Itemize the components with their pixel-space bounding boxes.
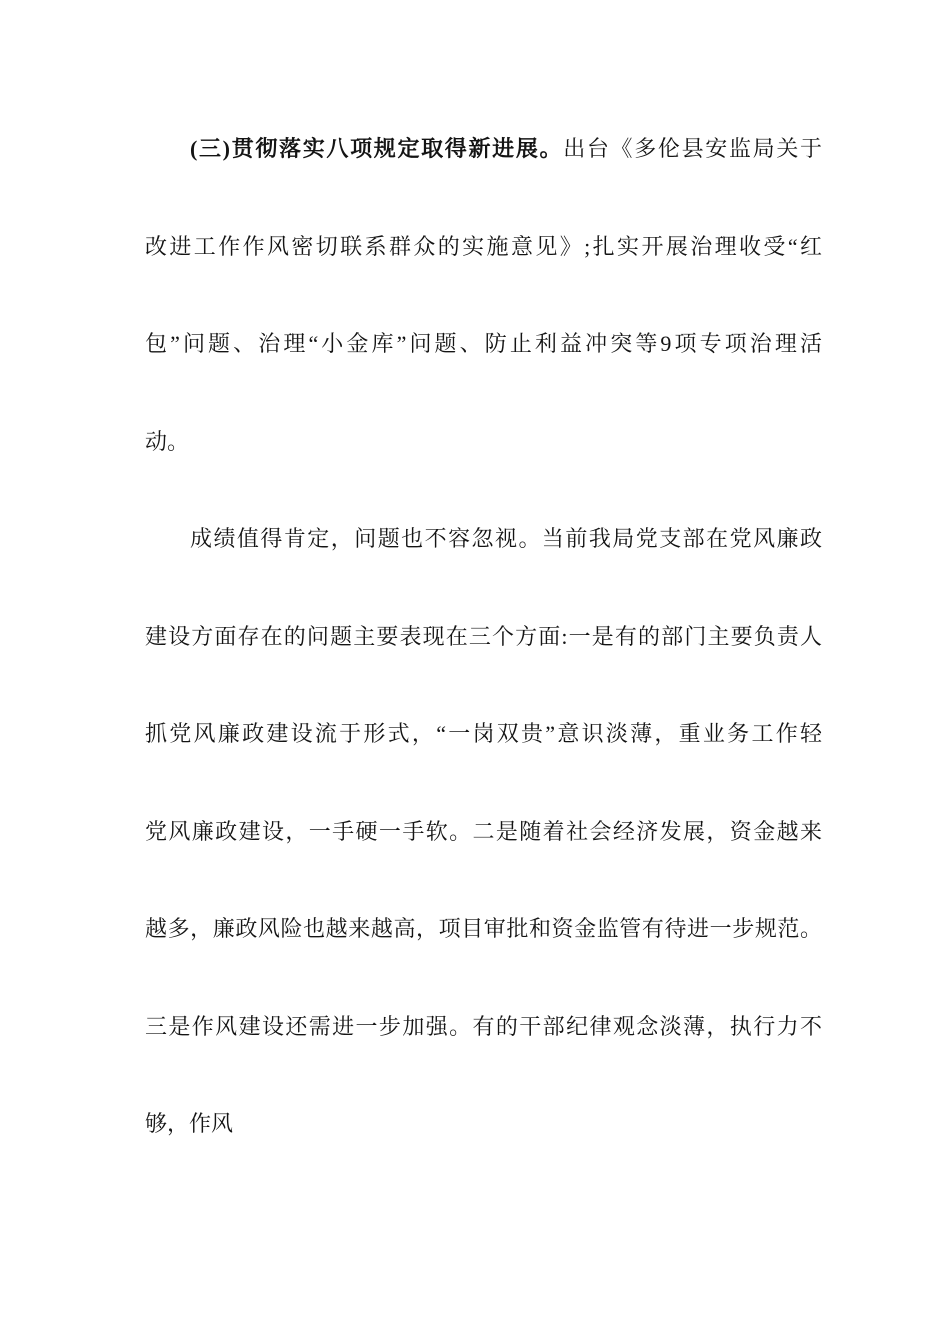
text-run: 改进工作作风密切联系群众的实施意见》;扎实开展治理收受“红 <box>145 233 822 259</box>
text-run: 动。 <box>145 428 190 454</box>
text-run: 抓党风廉政建设流于形式，“一岗双贵”意识淡薄，重业务工作轻 <box>145 721 822 746</box>
text-run: 够，作风 <box>145 1111 234 1136</box>
document-text-block <box>145 100 822 1173</box>
text-run: 出台《多伦县安监局关于 <box>563 136 822 161</box>
document-line <box>145 1075 822 1173</box>
document-line <box>145 295 822 393</box>
document-line <box>145 588 822 686</box>
text-run: 包”问题、治理“小金库”问题、防止利益冲突等9项专项治理活 <box>145 331 822 356</box>
text-run: 三是作风建设还需进一步加强。有的干部纪律观念淡薄，执行力不 <box>145 1013 822 1039</box>
text-run: 越多，廉政风险也越来越高，项目审批和资金监管有待进一步规范。 <box>145 916 822 941</box>
document-line <box>145 490 822 588</box>
document-line <box>145 198 822 296</box>
document-line <box>145 393 822 491</box>
text-run: 党风廉政建设，一手硬一手软。二是随着社会经济发展，资金越来 <box>145 818 822 844</box>
section-heading-run: (三)贯彻落实八项规定取得新进展。 <box>190 136 564 161</box>
document-line <box>145 100 822 198</box>
document-line <box>145 978 822 1076</box>
document-line <box>145 880 822 978</box>
text-run: 成绩值得肯定，问题也不容忽视。当前我局党支部在党风廉政 <box>190 526 822 551</box>
text-run: 建设方面存在的问题主要表现在三个方面:一是有的部门主要负责人 <box>145 623 822 649</box>
document-line <box>145 685 822 783</box>
document-line <box>145 783 822 881</box>
